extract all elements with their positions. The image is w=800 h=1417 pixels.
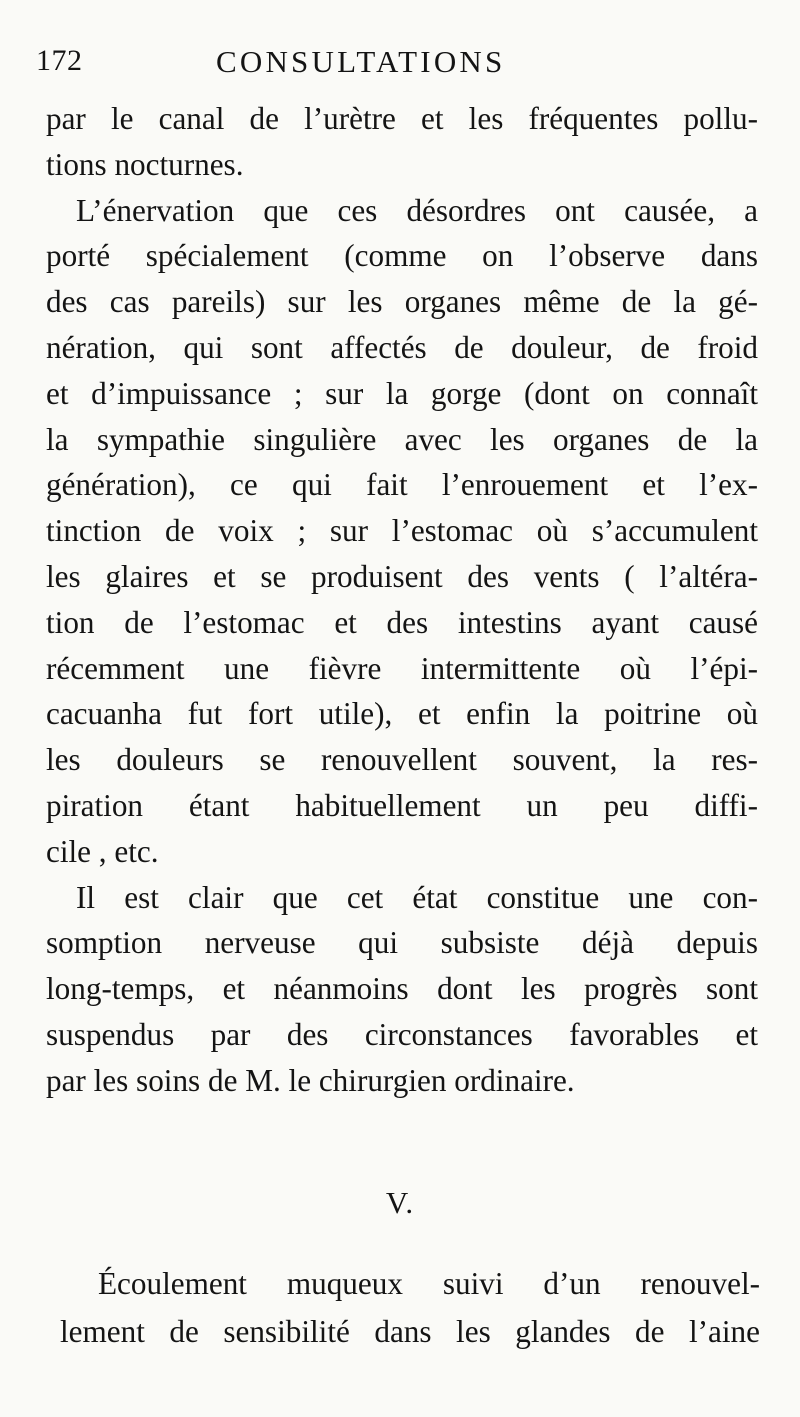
text-line: génération), ce qui fait l’enrouement et l’ex- [46,467,758,503]
page-number: 172 [36,44,83,77]
text-line: la sympathie singulière avec les organes de la [46,421,758,457]
section-text [60,1260,760,1356]
text-line: et d’impuissance ; sur la gorge (dont on connaît [46,375,758,411]
text-line: long-temps, et néanmoins dont les progrès sont [46,971,758,1007]
text-line: cacuanha fut fort utile), et enfin la poitrine où [46,696,758,732]
text-line: les douleurs se renouvellent souvent, la res- [46,742,758,778]
text-line: Il est clair que cet état constitue une con- [76,879,758,915]
text-line: cile , etc. [46,833,159,869]
text-line: Écoulement muqueux suivi d’un renouvel- [98,1266,760,1301]
text-line: tions nocturnes. [46,146,244,182]
text-line: piration étant habituellement un peu diffi- [46,787,758,823]
text-line: récemment une fièvre intermittente où l’épi- [46,650,758,686]
body-text [46,96,758,1104]
text-line: des cas pareils) sur les organes même de la gé- [46,284,758,320]
text-line: par le canal de l’urètre et les fréquentes pollu- [46,101,758,136]
text-line: tinction de voix ; sur l’estomac où s’accumulent [46,513,758,549]
section-heading: V. [385,1185,415,1220]
text-line: par les soins de M. le chirurgien ordinaire. [46,1062,575,1098]
text-line: lement de sensibilité dans les glandes de l’aine [60,1314,760,1349]
text-line: les glaires et se produisent des vents ( l’altéra- [46,558,758,594]
running-title: CONSULTATIONS [216,44,506,79]
text-line: tion de l’estomac et des intestins ayant causé [46,604,758,640]
text-line: porté spécialement (comme on l’observe dans [46,238,758,274]
running-head [36,44,756,84]
text-line: L’énervation que ces désordres ont causée, a [76,192,758,228]
text-line: somption nerveuse qui subsiste déjà depuis [46,925,758,961]
text-line: nération, qui sont affectés de douleur, de froid [46,329,758,365]
text-line: suspendus par des circonstances favorables et [46,1016,758,1052]
